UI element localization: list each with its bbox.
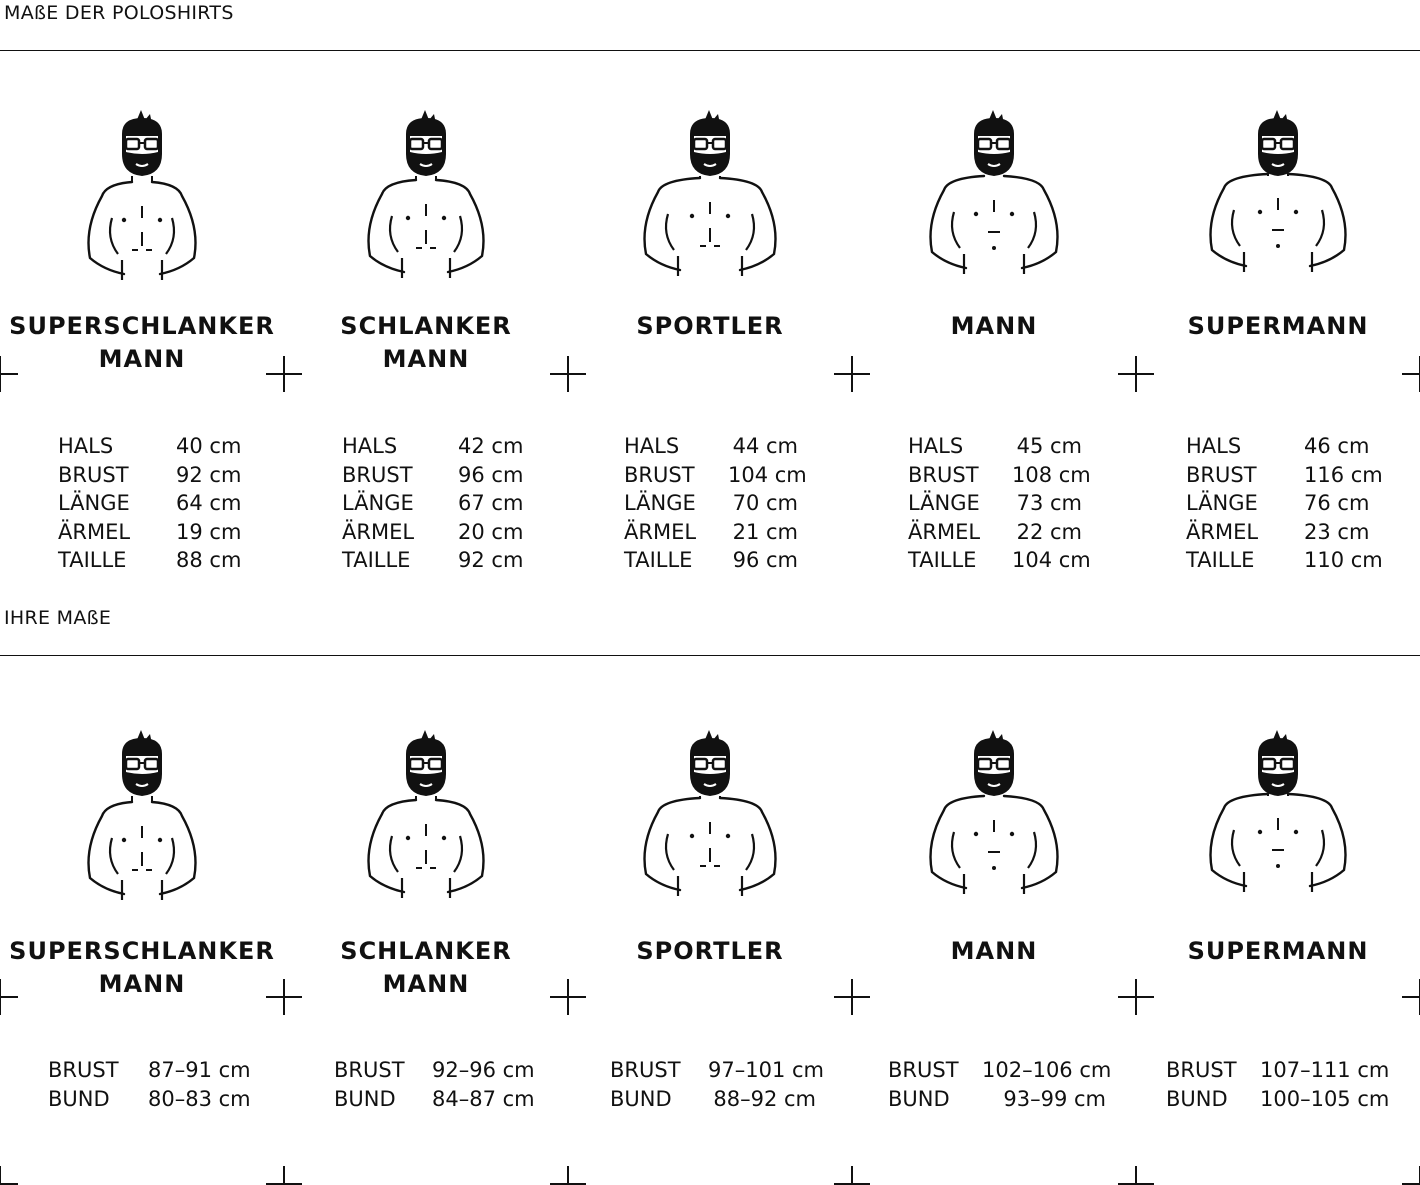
measurement-label: BRUST — [1186, 462, 1257, 487]
measurement-label: BUND — [48, 1086, 110, 1111]
measurement-value: 88–92 cm — [713, 1086, 816, 1111]
superslim-man-icon — [62, 730, 222, 900]
measurement-label: BUND — [888, 1086, 950, 1111]
body-type-name-line: SUPERSCHLANKER — [9, 312, 275, 340]
measurement-row — [888, 1085, 1106, 1114]
measurement-row — [624, 518, 798, 547]
crop-mark — [0, 1166, 18, 1184]
measurement-row — [1186, 432, 1370, 461]
body-type-name-line: MANN — [98, 970, 186, 998]
measurement-row — [58, 489, 242, 518]
measurement-row — [58, 518, 242, 547]
body-type-name — [568, 310, 852, 343]
measurement-value: 67 cm — [458, 491, 524, 516]
measurement-row — [334, 1056, 535, 1085]
measurement-label: BRUST — [908, 462, 979, 487]
body-type-name-line: SPORTLER — [636, 312, 784, 340]
measurement-row — [342, 546, 524, 575]
measurement-label: HALS — [1186, 434, 1242, 458]
measurement-value: 19 cm — [176, 519, 242, 544]
measurement-label: ÄRMEL — [908, 519, 981, 544]
measurement-value: 73 cm — [1016, 491, 1082, 516]
measurement-value: 23 cm — [1304, 519, 1370, 544]
measurement-value: 70 cm — [732, 491, 798, 516]
measurement-table — [342, 432, 524, 575]
measurement-value: 45 cm — [1016, 434, 1082, 458]
measurement-row — [908, 546, 1091, 575]
measurement-value: 21 cm — [732, 519, 798, 544]
body-type-name — [1136, 310, 1420, 343]
crop-mark — [550, 356, 586, 392]
body-type-name-line: SUPERMANN — [1187, 937, 1369, 965]
crop-mark — [550, 1166, 586, 1184]
crop-mark — [266, 979, 302, 1015]
measurement-label: LÄNGE — [1186, 491, 1258, 516]
measurement-label: HALS — [624, 434, 680, 458]
measurement-value: 104 cm — [1012, 548, 1091, 573]
measurement-value: 46 cm — [1304, 434, 1370, 458]
measurement-value: 108 cm — [1012, 462, 1091, 487]
body-type-name-line: MANN — [382, 970, 470, 998]
measurement-row — [624, 432, 798, 461]
measurement-value: 22 cm — [1016, 519, 1082, 544]
measurement-value: 92 cm — [458, 548, 524, 573]
crop-mark — [550, 979, 586, 1015]
measurement-label: TAILLE — [342, 548, 411, 573]
measurement-table — [48, 1056, 251, 1113]
measurement-row — [908, 518, 1082, 547]
measurement-row — [342, 518, 524, 547]
body-type-name — [0, 310, 284, 376]
crop-mark — [0, 356, 18, 392]
measurement-value: 100–105 cm — [1260, 1086, 1390, 1111]
body-type-name — [568, 935, 852, 968]
measurement-table — [1166, 1056, 1390, 1113]
measurement-label: BRUST — [624, 462, 695, 487]
measurement-table — [908, 432, 1091, 575]
measurement-value: 64 cm — [176, 491, 242, 516]
measurement-row — [610, 1056, 824, 1085]
measurement-value: 107–111 cm — [1260, 1058, 1390, 1082]
body-type-name-line: MANN — [98, 345, 186, 373]
athlete-man-icon — [630, 730, 790, 900]
measurement-table — [334, 1056, 535, 1113]
measurement-row — [610, 1085, 816, 1114]
crop-mark — [266, 1166, 302, 1184]
man-icon — [914, 110, 1074, 280]
section-title-polo-sizes: MAßE DER POLOSHIRTS — [4, 2, 234, 24]
measurement-row — [334, 1085, 535, 1114]
measurement-label: LÄNGE — [58, 491, 130, 516]
measurement-label: ÄRMEL — [1186, 519, 1259, 544]
crop-mark — [1402, 356, 1420, 392]
man-icon — [914, 730, 1074, 900]
body-type-name — [852, 310, 1136, 343]
measurement-table — [888, 1056, 1112, 1113]
measurement-row — [624, 546, 798, 575]
body-type-name — [1136, 935, 1420, 968]
superman-icon — [1198, 730, 1358, 900]
crop-mark — [1402, 979, 1420, 1015]
measurement-value: 96 cm — [732, 548, 798, 573]
measurement-label: BRUST — [610, 1058, 681, 1082]
crop-mark — [1118, 356, 1154, 392]
measurement-row — [342, 461, 524, 490]
measurement-row — [908, 489, 1082, 518]
measurement-label: LÄNGE — [342, 491, 414, 516]
measurement-row — [48, 1085, 251, 1114]
measurement-row — [48, 1056, 251, 1085]
measurement-row — [908, 461, 1091, 490]
measurement-value: 88 cm — [176, 548, 242, 573]
slim-man-icon — [346, 110, 506, 280]
body-type-name-line: SCHLANKER — [340, 937, 512, 965]
measurement-label: TAILLE — [624, 548, 693, 573]
measurement-row — [1186, 518, 1370, 547]
measurement-row — [908, 432, 1082, 461]
measurement-label: BRUST — [342, 462, 413, 487]
crop-mark — [266, 356, 302, 392]
measurement-table — [1186, 432, 1383, 575]
measurement-row — [58, 432, 242, 461]
measurement-value: 84–87 cm — [432, 1086, 535, 1111]
crop-mark — [834, 356, 870, 392]
crop-mark — [1118, 1166, 1154, 1184]
body-type-name — [284, 935, 568, 1001]
measurement-label: ÄRMEL — [342, 519, 415, 544]
measurement-row — [1186, 461, 1383, 490]
measurement-value: 76 cm — [1304, 491, 1370, 516]
measurement-label: LÄNGE — [908, 491, 980, 516]
measurement-value: 116 cm — [1304, 462, 1383, 487]
measurement-label: BRUST — [334, 1058, 405, 1082]
body-type-name-line: SUPERSCHLANKER — [9, 937, 275, 965]
measurement-label: BUND — [334, 1086, 396, 1111]
measurement-label: HALS — [908, 434, 964, 458]
measurement-label: HALS — [58, 434, 114, 458]
measurement-table — [610, 1056, 824, 1113]
measurement-label: BRUST — [1166, 1058, 1237, 1082]
measurement-table — [58, 432, 242, 575]
measurement-value: 44 cm — [732, 434, 798, 458]
divider — [0, 50, 1420, 51]
measurement-value: 80–83 cm — [148, 1086, 251, 1111]
measurement-table — [624, 432, 807, 575]
measurement-row — [624, 489, 798, 518]
body-type-name-line: MANN — [382, 345, 470, 373]
measurement-value: 40 cm — [176, 434, 242, 458]
body-type-name-line: SCHLANKER — [340, 312, 512, 340]
measurement-label: HALS — [342, 434, 398, 458]
measurement-value: 20 cm — [458, 519, 524, 544]
measurement-value: 96 cm — [458, 462, 524, 487]
measurement-value: 110 cm — [1304, 548, 1383, 573]
measurement-label: BRUST — [48, 1058, 119, 1082]
body-type-name — [0, 935, 284, 1001]
body-type-name-line: MANN — [950, 312, 1038, 340]
section-title-your-measurements: IHRE MAßE — [4, 607, 112, 629]
measurement-label: TAILLE — [58, 548, 127, 573]
measurement-value: 93–99 cm — [1003, 1086, 1106, 1111]
measurement-value: 97–101 cm — [708, 1058, 824, 1082]
measurement-value: 102–106 cm — [982, 1058, 1112, 1082]
measurement-row — [342, 489, 524, 518]
body-type-name-line: MANN — [950, 937, 1038, 965]
measurement-label: BUND — [610, 1086, 672, 1111]
divider — [0, 655, 1420, 656]
measurement-value: 87–91 cm — [148, 1058, 251, 1082]
measurement-label: BRUST — [58, 462, 129, 487]
measurement-label: ÄRMEL — [624, 519, 697, 544]
crop-mark — [834, 1166, 870, 1184]
measurement-value: 104 cm — [728, 462, 807, 487]
measurement-label: BRUST — [888, 1058, 959, 1082]
body-type-name-line: SUPERMANN — [1187, 312, 1369, 340]
crop-mark — [0, 979, 18, 1015]
superman-icon — [1198, 110, 1358, 280]
measurement-row — [624, 461, 807, 490]
measurement-label: TAILLE — [1186, 548, 1255, 573]
athlete-man-icon — [630, 110, 790, 280]
crop-mark — [1402, 1166, 1420, 1184]
measurement-row — [58, 546, 242, 575]
measurement-label: TAILLE — [908, 548, 977, 573]
measurement-row — [1166, 1056, 1390, 1085]
measurement-label: ÄRMEL — [58, 519, 131, 544]
measurement-row — [888, 1056, 1112, 1085]
measurement-row — [342, 432, 524, 461]
measurement-value: 92 cm — [176, 462, 242, 487]
slim-man-icon — [346, 730, 506, 900]
body-type-name — [284, 310, 568, 376]
measurement-label: BUND — [1166, 1086, 1228, 1111]
measurement-row — [1166, 1085, 1390, 1114]
measurement-row — [1186, 489, 1370, 518]
superslim-man-icon — [62, 110, 222, 280]
measurement-row — [58, 461, 242, 490]
measurement-row — [1186, 546, 1383, 575]
crop-mark — [834, 979, 870, 1015]
measurement-label: LÄNGE — [624, 491, 696, 516]
measurement-value: 92–96 cm — [432, 1058, 535, 1082]
body-type-name-line: SPORTLER — [636, 937, 784, 965]
body-type-name — [852, 935, 1136, 968]
crop-mark — [1118, 979, 1154, 1015]
measurement-value: 42 cm — [458, 434, 524, 458]
